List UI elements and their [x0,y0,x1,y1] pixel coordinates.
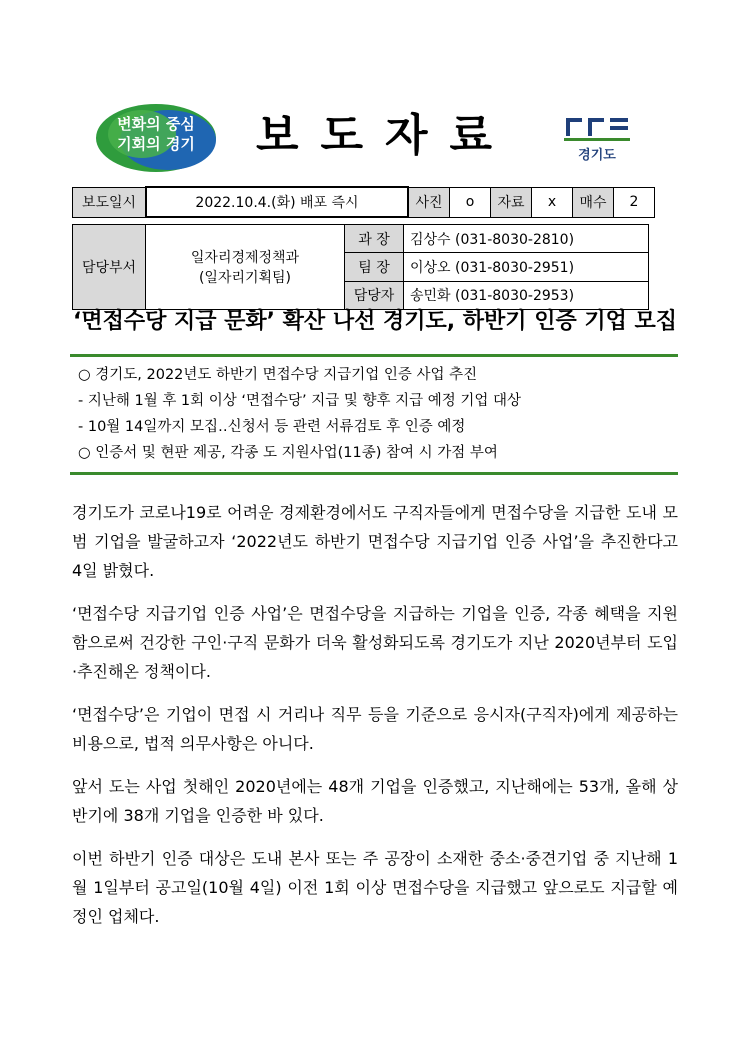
department-name-line: 일자리경제정책과 [190,250,300,266]
department-table [72,224,649,310]
paragraph: 경기도가 코로나19로 어려운 경제환경에서도 구직자들에게 면접수당을 지급한 도내 모범 기업을 발굴하고자 ‘2022년도 하반기 면접수당 지급기업 인증 사업’을 추진한다고 4일 밝혔다. [72,503,678,580]
badge-line-1: 변화의 중심 [117,115,195,133]
article-body [72,498,678,945]
pages-label: 매수 [573,187,614,217]
photo-label: 사진 [408,187,450,217]
department-team-line: (일자리기획팀) [198,270,292,286]
summary-item: ○ 인증서 및 현판 제공, 각종 도 지원사업(11종) 참여 시 가점 부여 [78,445,498,461]
contact-role: 팀 장 [345,253,404,281]
paragraph: 이번 하반기 인증 대상은 도내 본사 또는 주 공장이 소재한 중소·중견기업 중 지난해 1월 1일부터 공고일(10월 4일) 이전 1회 이상 면접수당을 지급했고 앞으로도 지급할 예정인 업체다. [72,849,678,926]
material-label: 자료 [491,187,532,217]
contact-role: 담당자 [345,281,404,309]
paragraph: ‘면접수당 지급기업 인증 사업’은 면접수당을 지급하는 기업을 인증, 각종 혜택을 지원함으로써 건강한 구인·구직 문화가 더욱 활성화되도록 경기도가 지난 2020년부터 도입·추진해온 정책이다. [72,604,678,681]
release-date-value: 2022.10.4.(화) 배포 즉시 [146,187,408,217]
summary-box [78,362,678,466]
contact-value: 송민화 (031-8030-2953) [404,281,649,309]
paragraph: 앞서 도는 사업 첫해인 2020년에는 48개 기업을 인증했고, 지난해에는 53개, 올해 상반기에 38개 기업을 인증한 바 있다. [72,777,678,825]
paragraph: ‘면접수당’은 기업이 면접 시 거리나 직무 등을 기준으로 응시자(구직자)에게 제공하는 비용으로, 법적 의무사항은 아니다. [72,705,678,753]
summary-item: ○ 경기도, 2022년도 하반기 면접수당 지급기업 인증 사업 추진 [78,367,478,383]
photo-value: o [450,187,491,217]
logo-label: 경기도 [578,148,616,163]
release-info-table [72,186,655,218]
headline-divider [70,354,678,357]
pages-value: 2 [614,187,655,217]
contact-value: 김상수 (031-8030-2810) [404,225,649,253]
department-label: 담당부서 [73,225,146,310]
release-date-label: 보도일시 [73,187,147,217]
contact-value: 이상오 (031-8030-2951) [404,253,649,281]
contact-role: 과 장 [345,225,404,253]
summary-divider [70,472,678,475]
headline: ‘면접수당 지급 문화’ 확산 나선 경기도, 하반기 인증 기업 모집 [72,309,678,334]
page-title: 보도자료 [255,110,514,161]
material-value: x [532,187,573,217]
slogan-badge [92,114,220,154]
summary-item: - 지난해 1월 후 1회 이상 ‘면접수당’ 지급 및 향후 지급 예정 기업 대상 [78,393,521,409]
department-name [146,225,345,310]
gyeonggi-logo-icon [562,112,632,142]
badge-line-2: 기회의 경기 [117,135,195,153]
summary-item: - 10월 14일까지 모집‥신청서 등 관련 서류검토 후 인증 예정 [78,419,466,435]
